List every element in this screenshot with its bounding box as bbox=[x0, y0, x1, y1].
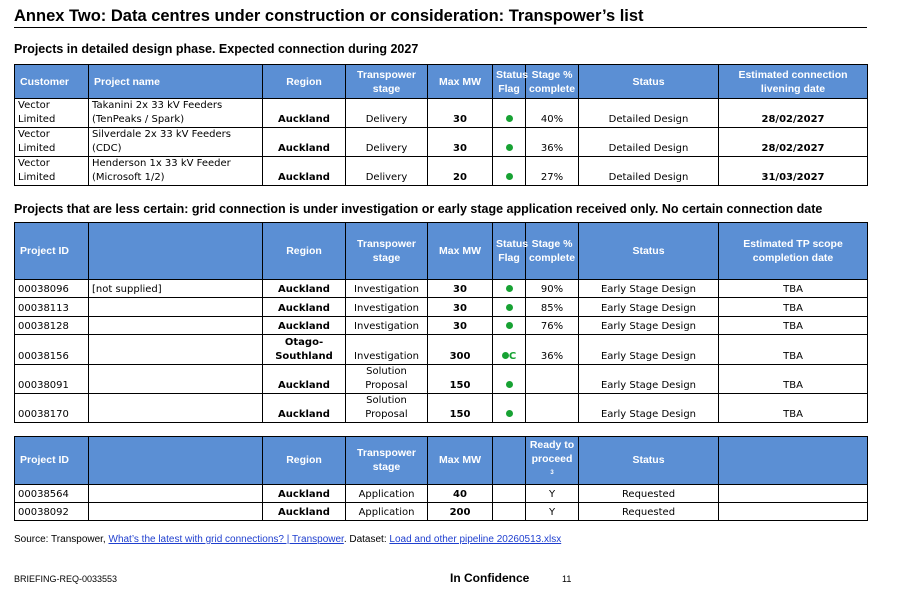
status-flag-cell bbox=[493, 298, 526, 317]
status-flag-cell bbox=[493, 365, 526, 394]
col-header-status-flag: Status Flag bbox=[493, 223, 526, 280]
col-header-project-id: Project ID bbox=[15, 223, 89, 280]
ready-to-proceed-cell: Y bbox=[526, 484, 579, 502]
blank-last-cell bbox=[719, 484, 868, 502]
project-name-cell: Silverdale 2x 33 kV Feeders (CDC) bbox=[89, 128, 263, 157]
ready-to-proceed-label: Ready to proceed bbox=[529, 439, 575, 465]
table-row bbox=[15, 317, 868, 335]
stage-cell: Investigation bbox=[346, 280, 428, 298]
col-header-stage: Transpower stage bbox=[346, 65, 428, 99]
status-cell: Early Stage Design bbox=[579, 365, 719, 394]
stage-pct-cell bbox=[526, 394, 579, 423]
stage-cell: Investigation bbox=[346, 335, 428, 365]
green-status-dot-icon bbox=[502, 352, 509, 359]
col-header-customer: Customer bbox=[15, 65, 89, 99]
region-cell: Auckland bbox=[263, 365, 346, 394]
source-note bbox=[14, 534, 561, 545]
region-cell: Auckland bbox=[263, 128, 346, 157]
project-name-cell bbox=[89, 365, 263, 394]
region-cell: Auckland bbox=[263, 280, 346, 298]
project-id-cell: 00038091 bbox=[15, 365, 89, 394]
table-header-row bbox=[15, 223, 868, 280]
max-mw-cell: 30 bbox=[428, 128, 493, 157]
max-mw-cell: 200 bbox=[428, 502, 493, 520]
col-header-max-mw: Max MW bbox=[428, 437, 493, 485]
region-cell: Auckland bbox=[263, 484, 346, 502]
stage-cell: Investigation bbox=[346, 317, 428, 335]
section-heading-detailed-design: Projects in detailed design phase. Expected connection during 2027 bbox=[14, 42, 419, 56]
status-flag-text: C bbox=[508, 351, 517, 362]
green-status-dot-icon bbox=[506, 115, 513, 122]
col-header-stage: Transpower stage bbox=[346, 437, 428, 485]
blank-cell bbox=[89, 502, 263, 520]
project-id-cell: 00038113 bbox=[15, 298, 89, 317]
source-middle: . Dataset: bbox=[343, 534, 390, 545]
max-mw-cell: 20 bbox=[428, 157, 493, 186]
max-mw-cell: 40 bbox=[428, 484, 493, 502]
col-header-region: Region bbox=[263, 437, 346, 485]
project-id-cell: 00038170 bbox=[15, 394, 89, 423]
status-cell: Early Stage Design bbox=[579, 317, 719, 335]
status-cell: Early Stage Design bbox=[579, 298, 719, 317]
col-header-max-mw: Max MW bbox=[428, 223, 493, 280]
status-cell: Detailed Design bbox=[579, 128, 719, 157]
col-header-date: Estimated connection livening date bbox=[719, 65, 868, 99]
date-cell: TBA bbox=[719, 298, 868, 317]
region-cell: Auckland bbox=[263, 157, 346, 186]
stage-pct-cell: 76% bbox=[526, 317, 579, 335]
project-id-cell: 00038092 bbox=[15, 502, 89, 520]
date-cell: TBA bbox=[719, 394, 868, 423]
table-row bbox=[15, 394, 868, 423]
status-cell: Early Stage Design bbox=[579, 335, 719, 365]
title-divider bbox=[14, 27, 867, 28]
table-header-row bbox=[15, 65, 868, 99]
max-mw-cell: 150 bbox=[428, 394, 493, 423]
max-mw-cell: 30 bbox=[428, 99, 493, 128]
project-name-cell: [not supplied] bbox=[89, 280, 263, 298]
stage-cell: Investigation bbox=[346, 298, 428, 317]
ready-to-proceed-cell: Y bbox=[526, 502, 579, 520]
table-row bbox=[15, 484, 868, 502]
stage-pct-cell: 27% bbox=[526, 157, 579, 186]
table-row bbox=[15, 365, 868, 394]
less-certain-table bbox=[14, 222, 868, 423]
customer-cell: Vector Limited bbox=[15, 157, 89, 186]
briefing-reference: BRIEFING-REQ-0033553 bbox=[14, 574, 118, 584]
status-flag-cell bbox=[493, 99, 526, 128]
stage-pct-cell: 36% bbox=[526, 128, 579, 157]
page-title: Annex Two: Data centres under construction or consideration: Transpower’s list bbox=[14, 7, 644, 25]
page-number: 11 bbox=[562, 574, 572, 584]
col-header-status-flag: Status Flag bbox=[493, 65, 526, 99]
table-row bbox=[15, 128, 868, 157]
col-header-scope-date: Estimated TP scope completion date bbox=[719, 223, 868, 280]
green-status-dot-icon bbox=[506, 304, 513, 311]
table-row bbox=[15, 280, 868, 298]
project-name-cell bbox=[89, 298, 263, 317]
source-prefix: Source: Transpower, bbox=[14, 534, 109, 545]
col-header-project-name: Project name bbox=[89, 65, 263, 99]
green-status-dot-icon bbox=[506, 322, 513, 329]
stage-pct-cell: 36% bbox=[526, 335, 579, 365]
col-header-status: Status bbox=[579, 223, 719, 280]
stage-pct-cell: 40% bbox=[526, 99, 579, 128]
stage-cell: Delivery bbox=[346, 128, 428, 157]
date-cell: TBA bbox=[719, 365, 868, 394]
application-table bbox=[14, 436, 868, 521]
status-flag-cell bbox=[493, 157, 526, 186]
region-cell: Auckland bbox=[263, 317, 346, 335]
max-mw-cell: 150 bbox=[428, 365, 493, 394]
region-cell: Auckland bbox=[263, 394, 346, 423]
blank-flag-cell bbox=[493, 484, 526, 502]
date-cell: TBA bbox=[719, 317, 868, 335]
blank-last-cell bbox=[719, 502, 868, 520]
col-header-region: Region bbox=[263, 65, 346, 99]
status-flag-cell bbox=[493, 128, 526, 157]
stage-cell: Application bbox=[346, 484, 428, 502]
status-flag-cell bbox=[493, 317, 526, 335]
detailed-design-table bbox=[14, 64, 868, 186]
section-heading-less-certain: Projects that are less certain: grid connection is under investigation or early stage application received only. No certain connection date bbox=[14, 202, 823, 216]
status-cell: Requested bbox=[579, 502, 719, 520]
grid-connections-link[interactable]: What’s the latest with grid connections? | Transpower bbox=[108, 534, 344, 545]
table-row bbox=[15, 298, 868, 317]
stage-pct-cell: 90% bbox=[526, 280, 579, 298]
col-header-blank-flag bbox=[493, 437, 526, 485]
green-status-dot-icon bbox=[506, 285, 513, 292]
stage-cell: Solution Proposal bbox=[346, 394, 428, 423]
customer-cell: Vector Limited bbox=[15, 99, 89, 128]
status-cell: Detailed Design bbox=[579, 157, 719, 186]
green-status-dot-icon bbox=[506, 173, 513, 180]
region-cell: Otago-Southland bbox=[263, 335, 346, 365]
stage-cell: Application bbox=[346, 502, 428, 520]
stage-cell: Solution Proposal bbox=[346, 365, 428, 394]
max-mw-cell: 30 bbox=[428, 317, 493, 335]
green-status-dot-icon bbox=[506, 410, 513, 417]
max-mw-cell: 300 bbox=[428, 335, 493, 365]
col-header-project-id: Project ID bbox=[15, 437, 89, 485]
table-row bbox=[15, 99, 868, 128]
status-cell: Early Stage Design bbox=[579, 394, 719, 423]
col-header-blank bbox=[89, 223, 263, 280]
project-name-cell: Henderson 1x 33 kV Feeder (Microsoft 1/2) bbox=[89, 157, 263, 186]
footnote-marker: 3 bbox=[550, 470, 554, 476]
table-row bbox=[15, 335, 868, 365]
region-cell: Auckland bbox=[263, 99, 346, 128]
region-cell: Auckland bbox=[263, 298, 346, 317]
col-header-region: Region bbox=[263, 223, 346, 280]
col-header-status: Status bbox=[579, 65, 719, 99]
table-row bbox=[15, 157, 868, 186]
col-header-status: Status bbox=[579, 437, 719, 485]
project-name-cell: Takanini 2x 33 kV Feeders (TenPeaks / Spark) bbox=[89, 99, 263, 128]
max-mw-cell: 30 bbox=[428, 280, 493, 298]
status-flag-cell bbox=[493, 394, 526, 423]
stage-pct-cell bbox=[526, 365, 579, 394]
dataset-link[interactable]: Load and other pipeline 20260513.xlsx bbox=[389, 534, 562, 545]
max-mw-cell: 30 bbox=[428, 298, 493, 317]
stage-cell: Delivery bbox=[346, 157, 428, 186]
status-cell: Early Stage Design bbox=[579, 280, 719, 298]
col-header-blank bbox=[89, 437, 263, 485]
col-header-blank-last bbox=[719, 437, 868, 485]
green-status-dot-icon bbox=[506, 144, 513, 151]
project-name-cell bbox=[89, 394, 263, 423]
col-header-stage: Transpower stage bbox=[346, 223, 428, 280]
date-cell: TBA bbox=[719, 280, 868, 298]
date-cell: 28/02/2027 bbox=[719, 99, 868, 128]
project-name-cell bbox=[89, 317, 263, 335]
project-id-cell: 00038156 bbox=[15, 335, 89, 365]
col-header-stage-pct: Stage % complete bbox=[526, 223, 579, 280]
date-cell: 31/03/2027 bbox=[719, 157, 868, 186]
green-status-dot-icon bbox=[506, 381, 513, 388]
date-cell: 28/02/2027 bbox=[719, 128, 868, 157]
project-id-cell: 00038128 bbox=[15, 317, 89, 335]
table-row bbox=[15, 502, 868, 520]
blank-flag-cell bbox=[493, 502, 526, 520]
classification-label: In Confidence bbox=[450, 571, 530, 585]
customer-cell: Vector Limited bbox=[15, 128, 89, 157]
col-header-stage-pct: Stage % complete bbox=[526, 65, 579, 99]
project-name-cell bbox=[89, 335, 263, 365]
blank-cell bbox=[89, 484, 263, 502]
project-id-cell: 00038096 bbox=[15, 280, 89, 298]
status-flag-cell bbox=[493, 335, 526, 365]
region-cell: Auckland bbox=[263, 502, 346, 520]
status-cell: Detailed Design bbox=[579, 99, 719, 128]
project-id-cell: 00038564 bbox=[15, 484, 89, 502]
col-header-max-mw: Max MW bbox=[428, 65, 493, 99]
stage-pct-cell: 85% bbox=[526, 298, 579, 317]
col-header-ready-to-proceed bbox=[526, 437, 579, 485]
stage-cell: Delivery bbox=[346, 99, 428, 128]
status-flag-cell bbox=[493, 280, 526, 298]
status-cell: Requested bbox=[579, 484, 719, 502]
date-cell: TBA bbox=[719, 335, 868, 365]
table-header-row bbox=[15, 437, 868, 485]
